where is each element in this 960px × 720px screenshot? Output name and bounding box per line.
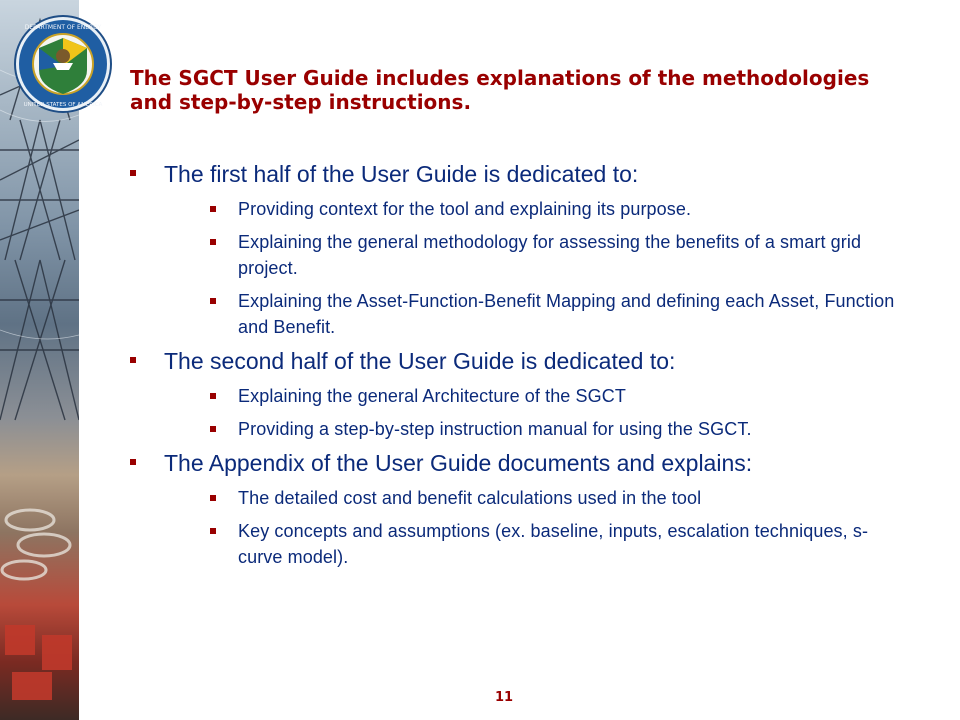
square-bullet-icon bbox=[130, 170, 136, 176]
sub-bullet-text: Key concepts and assumptions (ex. baseline, inputs, escalation techniques, s-curve model). bbox=[238, 521, 869, 567]
sub-bullet-item bbox=[164, 229, 910, 281]
sub-bullet-text: Explaining the general methodology for assessing the benefits of a smart grid project. bbox=[238, 232, 862, 278]
sub-bullet-list bbox=[164, 383, 910, 442]
square-bullet-icon bbox=[210, 495, 216, 501]
slide-title: The SGCT User Guide includes explanations of the methodologies and step-by-step instructions. bbox=[130, 66, 870, 114]
sub-bullet-list bbox=[164, 485, 910, 570]
sub-bullet-item bbox=[164, 518, 910, 570]
sub-bullet-text: Providing a step-by-step instruction manual for using the SGCT. bbox=[238, 419, 752, 439]
sub-bullet-item bbox=[164, 196, 910, 222]
bullet-text: The Appendix of the User Guide documents and explains: bbox=[164, 450, 753, 476]
sub-bullet-item bbox=[164, 383, 910, 409]
sub-bullet-list bbox=[164, 196, 910, 340]
svg-text:DEPARTMENT OF ENERGY: DEPARTMENT OF ENERGY bbox=[24, 24, 102, 31]
square-bullet-icon bbox=[210, 393, 216, 399]
sub-bullet-item bbox=[164, 485, 910, 511]
sub-bullet-text: Explaining the Asset-Function-Benefit Mapping and defining each Asset, Function and Benefit. bbox=[238, 291, 895, 337]
square-bullet-icon bbox=[130, 459, 136, 465]
square-bullet-icon bbox=[210, 239, 216, 245]
department-of-energy-seal bbox=[13, 14, 113, 114]
square-bullet-icon bbox=[210, 426, 216, 432]
sub-bullet-text: Providing context for the tool and explaining its purpose. bbox=[238, 199, 692, 219]
page-number: 11 bbox=[494, 690, 514, 705]
square-bullet-icon bbox=[210, 298, 216, 304]
bullet-item bbox=[130, 160, 910, 340]
sub-bullet-text: The detailed cost and benefit calculations used in the tool bbox=[238, 488, 702, 508]
svg-text:UNITED STATES OF AMERICA: UNITED STATES OF AMERICA bbox=[23, 102, 103, 108]
bullet-item bbox=[130, 449, 910, 570]
bullet-item bbox=[130, 347, 910, 442]
bullet-text: The second half of the User Guide is dedicated to: bbox=[164, 348, 676, 374]
square-bullet-icon bbox=[130, 357, 136, 363]
bullet-list bbox=[130, 160, 910, 577]
sub-bullet-text: Explaining the general Architecture of the SGCT bbox=[238, 386, 626, 406]
bullet-text: The first half of the User Guide is dedicated to: bbox=[164, 161, 639, 187]
sub-bullet-item bbox=[164, 416, 910, 442]
sub-bullet-item bbox=[164, 288, 910, 340]
square-bullet-icon bbox=[210, 528, 216, 534]
square-bullet-icon bbox=[210, 206, 216, 212]
